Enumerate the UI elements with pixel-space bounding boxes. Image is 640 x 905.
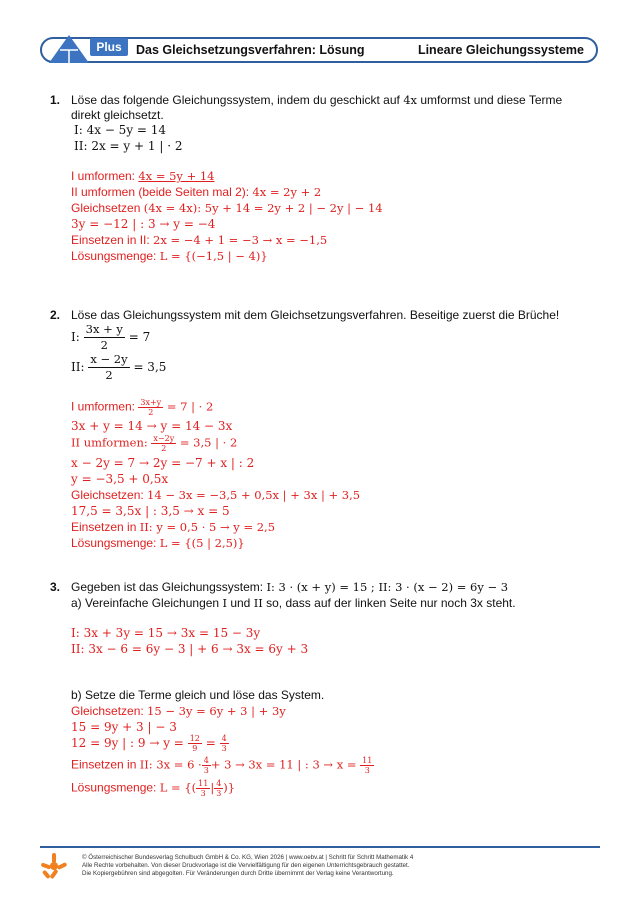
task1-prompt-c: direkt gleichsetzt. xyxy=(71,108,164,122)
task3-b3-n2: 4 xyxy=(221,734,227,743)
task1-step6-label: Lösungsmenge: xyxy=(71,249,160,263)
task1-step1 xyxy=(71,168,215,184)
task3-b-step1 xyxy=(71,703,286,719)
task2-step1-label: I umformen: xyxy=(71,399,139,414)
task2-step3 xyxy=(71,434,237,453)
task2-step8-label: Einsetzen in xyxy=(71,520,140,534)
task2-step4: x − 2y = 7 → 2y = −7 + x | : 2 xyxy=(71,456,255,470)
task3-b3-n1: 12 xyxy=(189,734,200,743)
task3-part-b-prompt: b) Setze die Terme gleich und löse das System. xyxy=(71,688,325,702)
task2-step6-label: Gleichsetzen: xyxy=(71,488,148,502)
task2-step1-num: 3x+y xyxy=(140,398,162,407)
task1-prompt-var: 4x xyxy=(403,93,418,107)
task2-eq2-fraction xyxy=(88,352,129,383)
task3-b4-n: 4 xyxy=(203,756,209,765)
task1-prompt-b: umformst und diese Terme xyxy=(417,93,563,107)
task2-step9 xyxy=(71,535,245,551)
task1-number: 1. xyxy=(50,93,61,107)
task3-b-step3 xyxy=(71,734,229,753)
task3-b-step4-frac2 xyxy=(360,756,374,775)
task1-step6-math: L = {(−1,5 | − 4)} xyxy=(159,249,268,263)
task3-b-step5-math-b: )} xyxy=(223,780,236,795)
task1-step3-math: (4x = 4x): 5y + 14 = 2y + 2 | − 2y | − 14 xyxy=(143,201,383,215)
task3-b3-eq: = xyxy=(201,736,220,750)
task2-step7: 17,5 = 3,5x | : 3,5 → x = 5 xyxy=(71,504,230,518)
task3-b-step4 xyxy=(71,756,374,775)
task3-b5-d2: 3 xyxy=(216,789,222,798)
task3-b3-d1: 9 xyxy=(192,744,198,753)
task3-a-step2: II: 3x − 6 = 6y − 3 | + 6 → 3x = 6y + 3 xyxy=(71,642,309,656)
task1-prompt-a: Löse das folgende Gleichungssystem, indem du geschickt auf xyxy=(71,93,404,107)
task2-step1-den: 2 xyxy=(148,408,154,417)
task3-b-step4-frac1 xyxy=(202,756,211,775)
task3-b5-sep: | xyxy=(210,780,215,795)
task3-b-step4-label: Einsetzen in xyxy=(71,757,140,772)
task3-b4-n2: 11 xyxy=(362,756,373,765)
task3-b-step5-math-a: L = {( xyxy=(159,780,197,795)
task2-step1 xyxy=(71,398,213,417)
task3-b-step2: 15 = 9y + 3 | − 3 xyxy=(71,720,177,734)
task3-b-step3-frac2 xyxy=(220,734,229,753)
task2-step9-math: L = {(5 | 2,5)} xyxy=(159,536,245,550)
task3-b4-d: 3 xyxy=(203,766,209,775)
task2-step3-post: = 3,5 | · 2 xyxy=(176,435,238,450)
task1-step2-label: II umformen (beide Seiten mal 2): xyxy=(71,185,253,199)
task2-step8 xyxy=(71,519,275,535)
task3-b-step4-math-b: + 3 → 3x = 11 | : 3 → x = xyxy=(210,757,361,772)
page-topic: Lineare Gleichungssysteme xyxy=(417,43,584,57)
task2-step8-math: II: y = 0,5 · 5 → y = 2,5 xyxy=(139,520,276,534)
task2-eq2-num: x − 2y xyxy=(90,352,128,366)
task2-step2: 3x + y = 14 → y = 14 − 3x xyxy=(71,419,233,433)
task2-eq2-den: 2 xyxy=(105,368,113,382)
task3-prompt-math: I: 3 · (x + y) = 15 ; II: 3 · (x − 2) = 6y − 3 xyxy=(266,580,509,594)
task3-b-step5-label: Lösungsmenge: xyxy=(71,780,160,795)
task2-eq1-den: 2 xyxy=(100,338,108,352)
logo-plus-label: Plus xyxy=(90,38,128,56)
task3-a-eq-I: I xyxy=(222,596,227,610)
task3-b5-n2: 4 xyxy=(216,779,222,788)
task2-step1-fraction xyxy=(138,398,163,417)
footer-text xyxy=(82,854,413,879)
task3-a-text-2: und xyxy=(226,596,254,610)
task3-b3-d2: 3 xyxy=(221,744,227,753)
task1-step2 xyxy=(71,184,321,200)
task3-b-step4-math-a: II: 3x = 6 · xyxy=(139,757,202,772)
task3-a-eq-II: II xyxy=(253,596,263,610)
task2-step3-num: x−2y xyxy=(153,434,175,443)
task1-step3 xyxy=(71,200,383,216)
task2-eq1 xyxy=(71,322,150,353)
task2-step5: y = −3,5 + 0,5x xyxy=(71,472,169,486)
footer-line3: Die Kopiergebühren sind abgegolten. Für Veränderungen durch Dritte übernimmt der Verlag keine Verantwortung. xyxy=(82,870,394,878)
task2-number: 2. xyxy=(50,308,61,322)
task1-step4: 3y = −12 | : 3 → y = −4 xyxy=(71,217,216,231)
task3-b-step3-math: 12 = 9y | : 9 → y = xyxy=(71,736,188,750)
task1-step1-label: I umformen: xyxy=(71,169,139,183)
task2-eq1-fraction xyxy=(84,322,125,353)
task1-step6 xyxy=(71,248,268,264)
task3-b-step3-frac1 xyxy=(188,734,202,753)
task3-a-text-1: a) Vereinfache Gleichungen xyxy=(71,596,223,610)
task2-eq2-post: = 3,5 xyxy=(133,360,167,374)
task1-step1-math: 4x = 5y + 14 xyxy=(138,169,215,183)
task2-eq1-post: = 7 xyxy=(128,330,151,344)
task2-eq2 xyxy=(71,352,166,383)
task1-step5-label: Einsetzen in II: xyxy=(71,233,154,247)
task1-prompt xyxy=(71,92,562,108)
task3-b-step1-label: Gleichsetzen: xyxy=(71,704,148,718)
task2-eq1-num: 3x + y xyxy=(85,322,123,336)
task1-step5-math: 2x = −4 + 1 = −3 → x = −1,5 xyxy=(153,233,328,247)
task1-step2-math: 4x = 2y + 2 xyxy=(252,185,322,199)
task2-step9-label: Lösungsmenge: xyxy=(71,536,160,550)
task3-b-step5-frac1 xyxy=(196,779,210,798)
footer-rule xyxy=(40,846,600,848)
task2-step3-den: 2 xyxy=(161,444,167,453)
task3-number: 3. xyxy=(50,580,61,594)
task2-step6 xyxy=(71,487,360,503)
footer-line2: Alle Rechte vorbehalten. Von dieser Druckvorlage ist die Vervielfältigung für den eigenen Unterrichtsgebrauch gestattet. xyxy=(82,862,410,870)
page-title: Das Gleichsetzungsverfahren: Lösung xyxy=(136,43,365,57)
task3-b4-d2: 3 xyxy=(364,766,370,775)
task2-eq1-pre: I: xyxy=(71,330,80,344)
task2-step3-label: II umformen: xyxy=(71,435,152,450)
task3-b-step5-frac2 xyxy=(214,779,223,798)
task2-step3-fraction xyxy=(151,434,176,453)
task3-prompt xyxy=(71,579,508,595)
task1-eq2: II: 2x = y + 1 | · 2 xyxy=(74,139,183,153)
task3-b-step5 xyxy=(71,779,235,798)
task2-eq2-pre: II: xyxy=(71,360,85,374)
task3-prompt-a: Gegeben ist das Gleichungssystem: xyxy=(71,580,267,594)
task3-b5-d1: 3 xyxy=(200,789,206,798)
task2-step6-math: 14 − 3x = −3,5 + 0,5x | + 3x | + 3,5 xyxy=(147,488,361,502)
task2-step1-post: = 7 | · 2 xyxy=(163,399,214,414)
task3-part-a-prompt xyxy=(71,595,516,611)
plus-logo xyxy=(48,34,130,64)
task3-b-step1-math: 15 − 3y = 6y + 3 | + 3y xyxy=(147,704,286,718)
task1-step5 xyxy=(71,232,327,248)
task1-step3-label: Gleichsetzen xyxy=(71,201,144,215)
task1-eq1: I: 4x − 5y = 14 xyxy=(74,123,167,137)
triangle-logo-icon xyxy=(48,34,90,64)
task2-prompt: Löse das Gleichungssystem mit dem Gleichsetzungsverfahren. Beseitige zuerst die Brüche! xyxy=(71,308,560,322)
task3-a-step1: I: 3x + 3y = 15 → 3x = 15 − 3y xyxy=(71,626,261,640)
publisher-star-icon xyxy=(40,852,68,880)
task3-b5-n1: 11 xyxy=(198,779,209,788)
task3-a-text-3: so, dass auf der linken Seite nur noch 3x steht. xyxy=(262,596,516,610)
footer-line1: © Österreichischer Bundesverlag Schulbuch GmbH & Co. KG, Wien 2026 | www.oebv.at | Schritt für Schritt Mathematik 4 xyxy=(82,854,414,861)
